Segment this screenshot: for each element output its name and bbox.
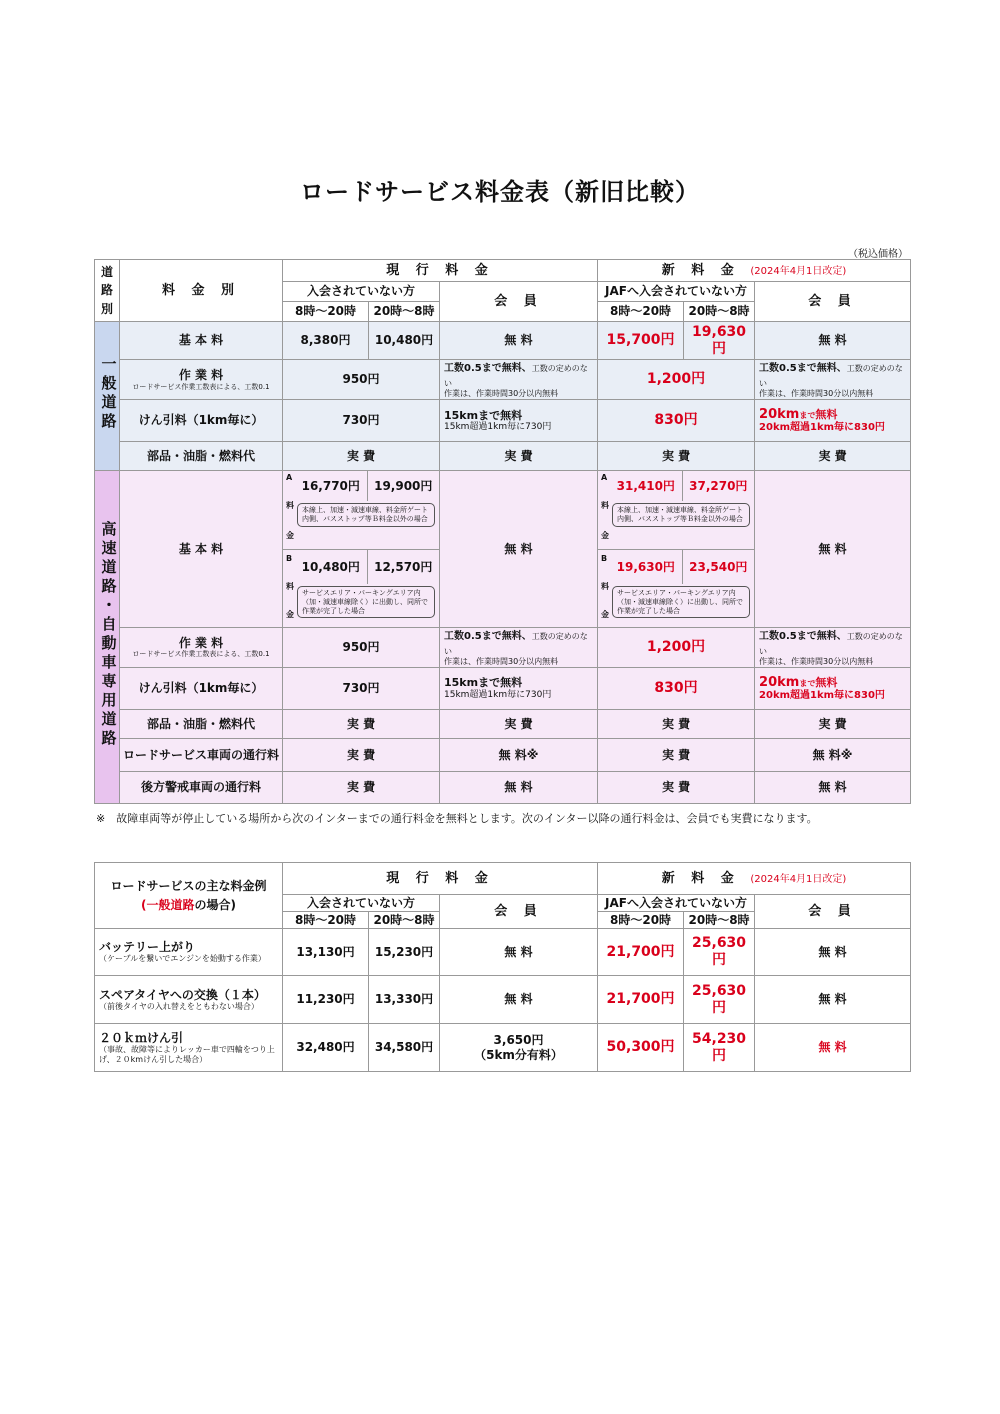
h-basic-current-member: 無 料 [440,471,598,628]
h-toll-new-nonmember: 実 費 [598,738,755,771]
g-basic-new-day: 15,700円 [598,322,684,360]
h-basic-new-b-day: 19,630円 [610,550,682,584]
g-basic-new-night: 19,630円 [684,322,755,360]
g-parts-new-member: 実 費 [755,442,911,471]
t2-header-member: 会 員 [440,895,598,929]
t2-header-nonmember: 入会されていない方 [283,895,440,912]
header-night: 20時～8時 [369,302,440,322]
h-parts-label: 部品・油脂・燃料代 [120,709,283,738]
header-nonmember-new: JAFへ入会されていない方 [598,282,755,302]
header-night-new: 20時～8時 [684,302,755,322]
table-row: スペアタイヤへの交換（１本） （前後タイヤの入れ替えをともわない場合） [95,976,283,1024]
g-basic-label: 基 本 料 [120,322,283,360]
spare-current-day: 11,230円 [283,976,369,1024]
t2-new-fee-date: (2024年4月1日改定) [750,873,847,885]
h-toll-current-nonmember: 実 費 [283,738,440,771]
h-toll-label: ロードサービス車両の通行料 [120,738,283,771]
h-tow-current-nonmember: 730円 [283,667,440,709]
g-work-current-nonmember: 950円 [283,360,440,400]
g-basic-current-member: 無 料 [440,322,598,360]
header-new-fee: 新 料 金 (2024年4月1日改定) [598,260,911,282]
highway-label: 高速道路・自動車専用道路 [95,471,120,804]
g-tow-new-nonmember: 830円 [598,400,755,442]
tow20-current-member: 3,650円 （5km分有料） [440,1024,598,1072]
battery-new-day: 21,700円 [598,929,684,976]
g-basic-current-night: 10,480円 [369,322,440,360]
t2-header-night-new: 20時～8時 [684,912,755,929]
t2-header-member-new: 会 員 [755,895,911,929]
h-basic-current-b-note: サービスエリア・パーキングエリア内（加・減速車線除く）に出動し、同所で作業が完了した場合 [297,586,435,618]
h-basic-new-nonmember: A 料 金 31,410円 37,270円 本線上、加速・減速車線、料金所ゲート内側、バスストップ等Ｂ料金以外の場合 B 料 金 19,630円 23,540円 サービスエリア・パーキングエリア内（加・減速車線除く）に出動し、同所で作業が完了した場合 [598,471,755,628]
tow20-new-night: 54,230円 [684,1024,755,1072]
h-parts-new-member: 実 費 [755,709,911,738]
h-toll-new-member: 無 料※ [755,738,911,771]
h-basic-label: 基 本 料 [120,471,283,628]
h-basic-new-a-note: 本線上、加速・減速車線、料金所ゲート内側、バスストップ等Ｂ料金以外の場合 [612,503,750,527]
t2-header-day-new: 8時～20時 [598,912,684,929]
header-category: 料 金 別 [120,260,283,322]
header-day: 8時～20時 [283,302,369,322]
page-title: ロードサービス料金表（新旧比較） [300,178,700,206]
g-parts-current-member: 実 費 [440,442,598,471]
table-row: ２０ｋｍけん引 （事故、故障等によりレッカー車で四輪をつり上げ、２０kmけん引した場合） [95,1024,283,1072]
battery-current-night: 15,230円 [369,929,440,976]
g-tow-current-member: 15kmまで無料 15km超過1km毎に730円 [440,400,598,442]
g-basic-current-day: 8,380円 [283,322,369,360]
header-member-new: 会 員 [755,282,911,322]
h-rear-new-member: 無 料 [755,771,911,803]
battery-new-member: 無 料 [755,929,911,976]
spare-new-night: 25,630円 [684,976,755,1024]
g-tow-new-member: 20kmまで無料 20km超過1km毎に830円 [755,400,911,442]
tow20-current-day: 32,480円 [283,1024,369,1072]
header-road-type: 道路別 [95,260,120,322]
t2-header-night: 20時～8時 [369,912,440,929]
g-parts-current-nonmember: 実 費 [283,442,440,471]
h-work-current-nonmember: 950円 [283,628,440,668]
t2-header-day: 8時～20時 [283,912,369,929]
g-work-new-nonmember: 1,200円 [598,360,755,400]
h-rear-current-nonmember: 実 費 [283,771,440,803]
h-work-new-nonmember: 1,200円 [598,628,755,668]
t2-header-new-fee: 新 料 金 (2024年4月1日改定) [598,863,911,895]
h-rear-new-nonmember: 実 費 [598,771,755,803]
h-parts-new-nonmember: 実 費 [598,709,755,738]
h-tow-new-member: 20kmまで無料 20km超過1km毎に830円 [755,667,911,709]
h-tow-current-member: 15kmまで無料 15km超過1km毎に730円 [440,667,598,709]
h-work-current-member: 工数0.5まで無料、工数の定めのない 作業は、作業時間30分以内無料 [440,628,598,668]
g-parts-label: 部品・油脂・燃料代 [120,442,283,471]
general-road-label: 一般道路 [95,322,120,471]
h-work-new-member: 工数0.5まで無料、工数の定めのない 作業は、作業時間30分以内無料 [755,628,911,668]
h-toll-current-member: 無 料※ [440,738,598,771]
t2-header-current-fee: 現 行 料 金 [283,863,598,895]
table-row: バッテリー上がり （ケーブルを繋いでエンジンを始動する作業） [95,929,283,976]
h-basic-current-a-day: 16,770円 [295,471,367,501]
h-basic-current-nonmember: A 料 金 16,770円 19,900円 本線上、加速・減速車線、料金所ゲート内側、バスストップ等Ｂ料金以外の場合 B 料 金 10,480円 12,570円 サービスエリア・パーキングエリア内（加・減速車線除く）に出動し、同所で作業が完了した場合 [283,471,440,628]
h-parts-current-nonmember: 実 費 [283,709,440,738]
g-tow-label: けん引料（1km毎に） [120,400,283,442]
tax-note: （税込価格） [848,249,908,260]
h-basic-current-b-day: 10,480円 [295,550,367,584]
spare-current-member: 無 料 [440,976,598,1024]
toll-footnote: ※ 故障車両等が停止している場所から次のインターまでの通行料金を無料とします。次のインター以降の通行料金は、会員でも実費になります。 [96,812,818,825]
new-fee-date: (2024年4月1日改定) [750,265,847,277]
h-basic-new-a-day: 31,410円 [610,471,682,501]
h-work-label: 作 業 料 ロードサービス作業工数表による、工数0.1 [120,628,283,668]
h-basic-new-member: 無 料 [755,471,911,628]
h-basic-current-b-night: 12,570円 [374,559,433,574]
h-basic-new-a-night: 37,270円 [689,478,748,493]
tow20-new-member: 無 料 [755,1024,911,1072]
spare-new-day: 21,700円 [598,976,684,1024]
tow20-new-day: 50,300円 [598,1024,684,1072]
g-tow-current-nonmember: 730円 [283,400,440,442]
spare-current-night: 13,330円 [369,976,440,1024]
g-basic-new-member: 無 料 [755,322,911,360]
spare-new-member: 無 料 [755,976,911,1024]
example-header: ロードサービスの主な料金例 (一般道路の場合) [95,863,283,929]
battery-new-night: 25,630円 [684,929,755,976]
battery-current-member: 無 料 [440,929,598,976]
g-work-current-member: 工数0.5まで無料、工数の定めのない 作業は、作業時間30分以内無料 [440,360,598,400]
t2-header-nonmember-new: JAFへ入会されていない方 [598,895,755,912]
header-current-fee: 現 行 料 金 [283,260,598,282]
h-tow-label: けん引料（1km毎に） [120,667,283,709]
fee-example-table [94,862,911,1072]
g-parts-new-nonmember: 実 費 [598,442,755,471]
h-parts-current-member: 実 費 [440,709,598,738]
h-tow-new-nonmember: 830円 [598,667,755,709]
h-basic-new-b-note: サービスエリア・パーキングエリア内（加・減速車線除く）に出動し、同所で作業が完了した場合 [612,586,750,618]
header-day-new: 8時～20時 [598,302,684,322]
g-work-new-member: 工数0.5まで無料、工数の定めのない 作業は、作業時間30分以内無料 [755,360,911,400]
header-nonmember: 入会されていない方 [283,282,440,302]
tow20-current-night: 34,580円 [369,1024,440,1072]
h-basic-new-b-night: 23,540円 [689,559,748,574]
header-member: 会 員 [440,282,598,322]
fee-comparison-table [94,259,911,804]
g-work-label: 作 業 料 ロードサービス作業工数表による、工数0.1 [120,360,283,400]
h-basic-current-a-night: 19,900円 [374,478,433,493]
battery-current-day: 13,130円 [283,929,369,976]
h-rear-label: 後方警戒車両の通行料 [120,771,283,803]
h-basic-current-a-note: 本線上、加速・減速車線、料金所ゲート内側、バスストップ等Ｂ料金以外の場合 [297,503,435,527]
h-rear-current-member: 無 料 [440,771,598,803]
